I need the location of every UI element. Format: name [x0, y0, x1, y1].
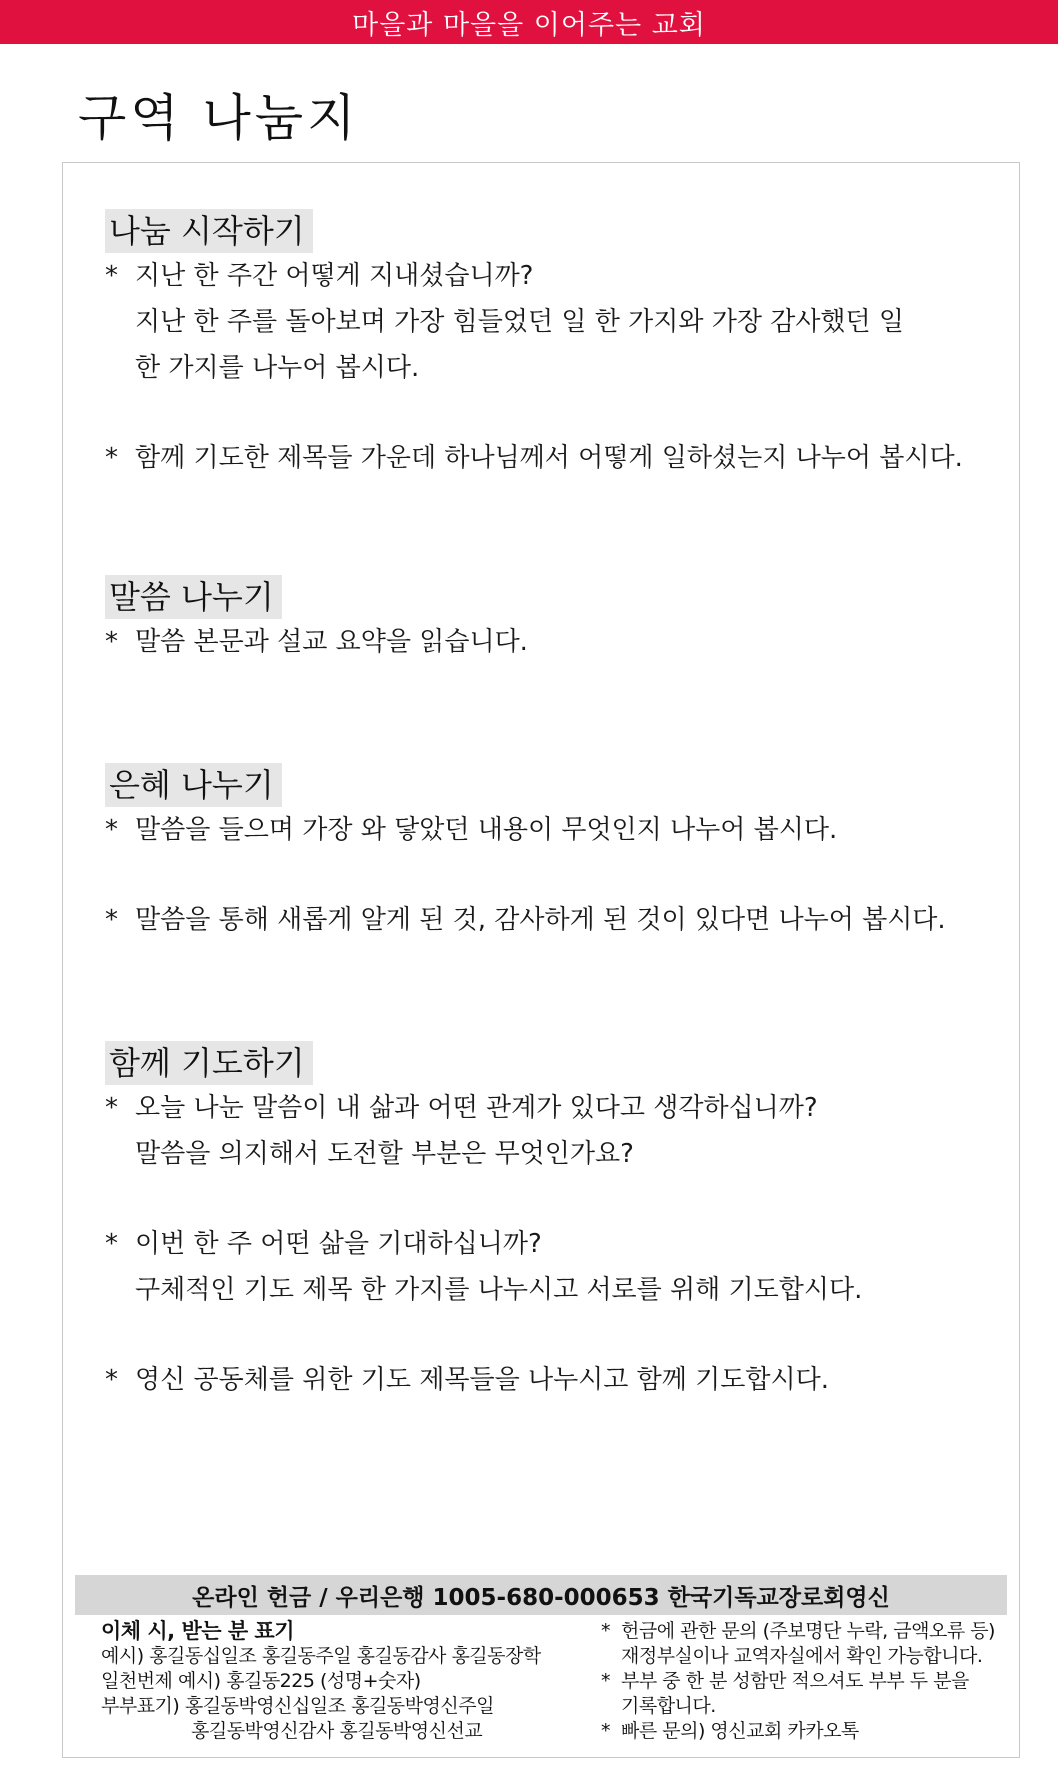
item-line: 지난 한 주를 돌아보며 가장 힘들었던 일 한 가지와 가장 감사했던 일	[135, 307, 905, 337]
page-title: 구역 나눔지	[78, 89, 360, 147]
note-line: 기록합니다.	[621, 1695, 716, 1717]
note-line: 부부 중 한 분 성함만 적으셔도 부부 두 분을	[621, 1670, 969, 1692]
transfer-line: 부부표기) 홍길동박영신십일조 홍길동박영신주일	[101, 1695, 494, 1717]
transfer-heading: 이체 시, 받는 분 표기	[101, 1619, 295, 1643]
list-item	[105, 619, 985, 665]
transfer-line: 일천번제 예시) 홍길동225 (성명+숫자)	[101, 1670, 421, 1692]
list-item	[105, 1221, 985, 1313]
section-opening-sharing	[105, 209, 985, 481]
item-line: 지난 한 주간 어떻게 지내셨습니까?	[135, 261, 534, 291]
offering-footer	[75, 1575, 1007, 1744]
content-box	[62, 162, 1020, 1758]
bullet-star: *	[105, 443, 118, 473]
bullet-star: *	[105, 627, 118, 657]
item-line: 말씀을 의지해서 도전할 부분은 무엇인가요?	[135, 1139, 634, 1169]
list-item	[105, 253, 985, 391]
offering-notes	[585, 1619, 1005, 1744]
bullet-star: *	[105, 1093, 118, 1123]
section-prayer-together	[105, 1041, 985, 1403]
item-line: 영신 공동체를 위한 기도 제목들을 나누시고 함께 기도합시다.	[135, 1365, 830, 1395]
section-heading: 나눔 시작하기	[105, 209, 313, 253]
section-heading: 은혜 나누기	[105, 763, 282, 807]
top-banner	[0, 0, 1058, 44]
offering-account-bar: 온라인 헌금 / 우리은행 1005-680-000653 한국기독교장로회영신	[75, 1575, 1007, 1615]
item-line: 말씀을 들으며 가장 와 닿았던 내용이 무엇인지 나누어 봅시다.	[135, 815, 838, 845]
bullet-star: *	[601, 1620, 610, 1642]
list-item	[105, 435, 985, 481]
item-line: 말씀 본문과 설교 요약을 읽습니다.	[135, 627, 528, 657]
note-item	[601, 1619, 1005, 1669]
note-line: 빠른 문의) 영신교회 카카오톡	[621, 1720, 859, 1742]
bullet-star: *	[105, 905, 118, 935]
list-item	[105, 1085, 985, 1177]
item-line: 구체적인 기도 제목 한 가지를 나누시고 서로를 위해 기도합시다.	[135, 1275, 863, 1305]
transfer-line: 예시) 홍길동십일조 홍길동주일 홍길동감사 홍길동장학	[101, 1645, 541, 1667]
list-item	[105, 807, 985, 853]
note-item	[601, 1719, 1005, 1744]
bullet-star: *	[601, 1720, 610, 1742]
item-line: 함께 기도한 제목들 가운데 하나님께서 어떻게 일하셨는지 나누어 봅시다.	[135, 443, 963, 473]
banner-text: 마을과 마을을 이어주는 교회	[352, 9, 706, 41]
item-line: 이번 한 주 어떤 삶을 기대하십니까?	[135, 1229, 542, 1259]
note-line: 재정부실이나 교역자실에서 확인 가능합니다.	[621, 1645, 983, 1667]
bullet-star: *	[105, 1365, 118, 1395]
section-word-sharing	[105, 575, 985, 665]
section-heading: 함께 기도하기	[105, 1041, 313, 1085]
item-line: 말씀을 통해 새롭게 알게 된 것, 감사하게 된 것이 있다면 나누어 봅시다.	[135, 905, 946, 935]
bullet-star: *	[601, 1670, 610, 1692]
list-item	[105, 1357, 985, 1403]
note-line: 헌금에 관한 문의 (주보명단 누락, 금액오류 등)	[621, 1620, 995, 1642]
transfer-line: 홍길동박영신감사 홍길동박영신선교	[191, 1720, 483, 1742]
item-line: 한 가지를 나누어 봅시다.	[135, 353, 420, 383]
bullet-star: *	[105, 1229, 118, 1259]
section-heading: 말씀 나누기	[105, 575, 282, 619]
section-grace-sharing	[105, 763, 985, 943]
bullet-star: *	[105, 815, 118, 845]
list-item	[105, 897, 985, 943]
note-item	[601, 1669, 1005, 1719]
bullet-star: *	[105, 261, 118, 291]
transfer-instructions	[75, 1619, 585, 1744]
item-line: 오늘 나눈 말씀이 내 삶과 어떤 관계가 있다고 생각하십니까?	[135, 1093, 818, 1123]
